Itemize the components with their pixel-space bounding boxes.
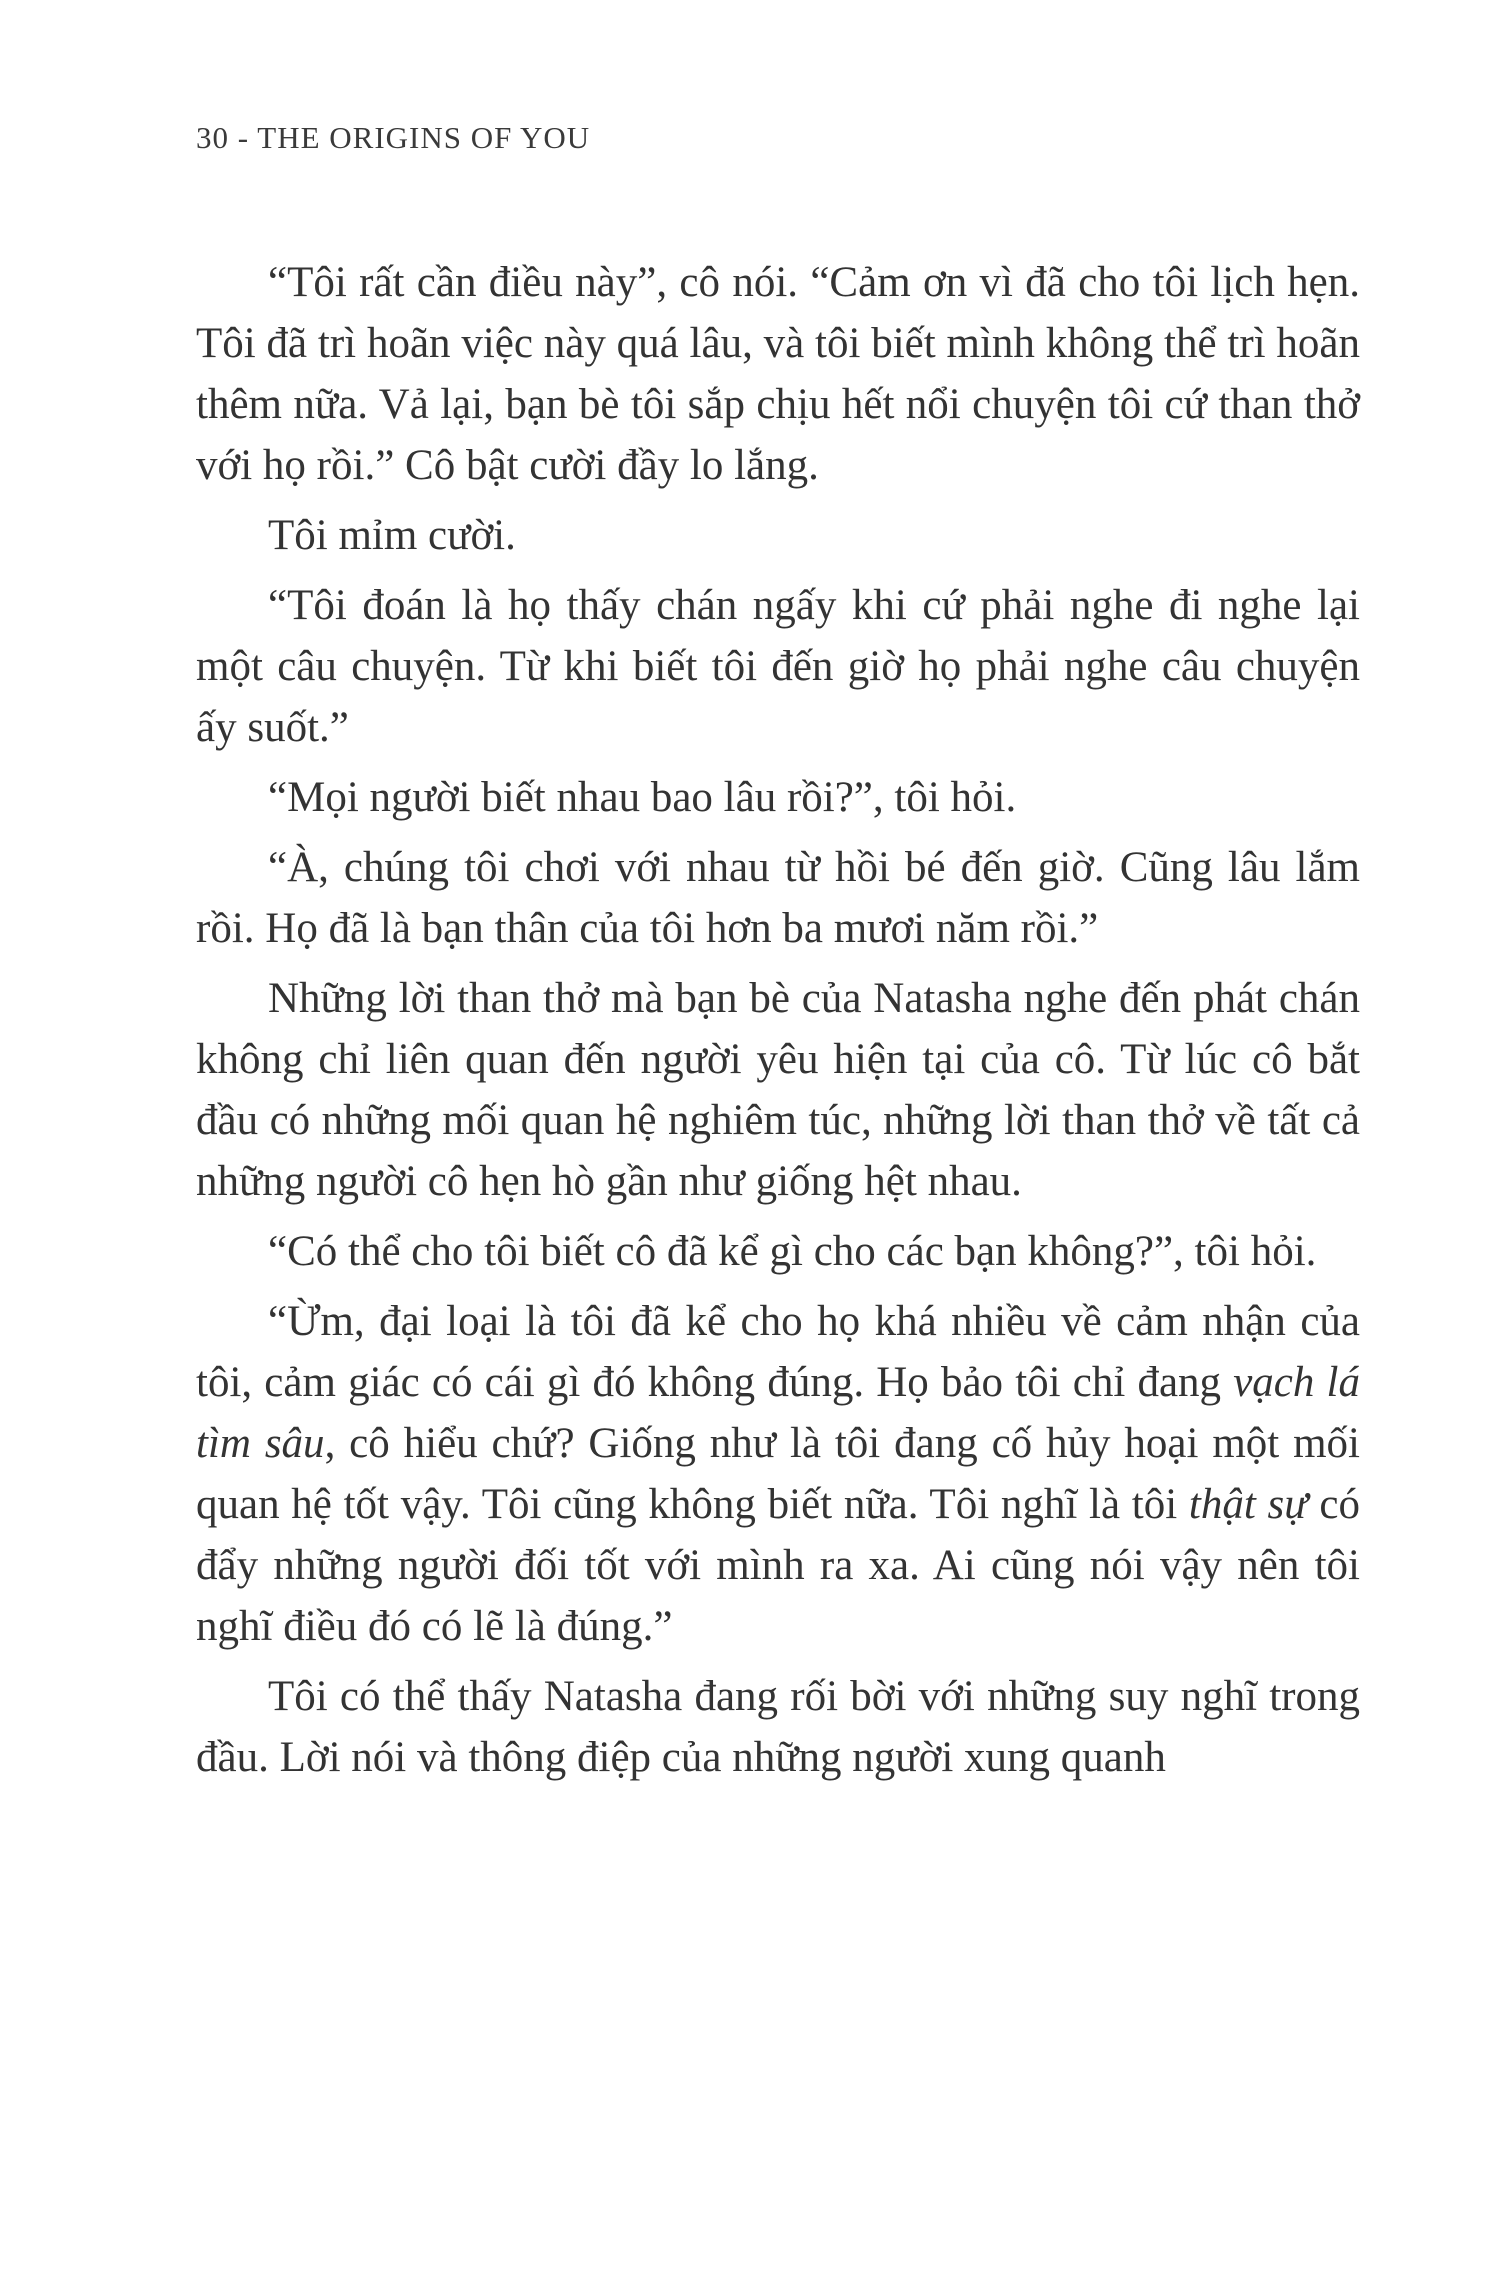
italic-text-run: thật sự — [1188, 1481, 1308, 1528]
text-run: “Ừm, đại loại là tôi đã kể cho họ khá nhiều về cảm nhận của tôi, cảm giác có cái gì đó không đúng. Họ bảo tôi chỉ đang — [196, 1298, 1360, 1406]
text-run: , cô hiểu chứ? Giống như là tôi đang cố hủy hoại một mối quan hệ tốt vậy. Tôi cũng không biết nữa. Tôi nghĩ là tôi — [196, 1420, 1360, 1528]
paragraph — [196, 1221, 1360, 1282]
paragraph — [196, 575, 1360, 758]
page-number-and-book-title: 30 - THE ORIGINS OF YOU — [196, 120, 591, 155]
text-run: Tôi mỉm cười. — [268, 512, 516, 559]
page-body — [196, 252, 1360, 1797]
text-run: có đẩy những người đối tốt với mình ra xa. Ai cũng nói vậy nên tôi nghĩ điều đó có lẽ là đúng.” — [196, 1481, 1360, 1650]
paragraph — [196, 1291, 1360, 1657]
paragraph — [196, 767, 1360, 828]
paragraph — [196, 1666, 1360, 1788]
text-run: “À, chúng tôi chơi với nhau từ hồi bé đến giờ. Cũng lâu lắm rồi. Họ đã là bạn thân của tôi hơn ba mươi năm rồi.” — [196, 844, 1360, 952]
text-run: “Tôi đoán là họ thấy chán ngấy khi cứ phải nghe đi nghe lại một câu chuyện. Từ khi biết tôi đến giờ họ phải nghe câu chuyện ấy suốt.” — [196, 582, 1360, 751]
paragraph — [196, 968, 1360, 1212]
text-run: “Tôi rất cần điều này”, cô nói. “Cảm ơn vì đã cho tôi lịch hẹn. Tôi đã trì hoãn việc này quá lâu, và tôi biết mình không thể trì hoãn thêm nữa. Vả lại, bạn bè tôi sắp chịu hết nổi chuyện tôi cứ than thở với họ rồi.” Cô bật cười đầy lo lắng. — [196, 259, 1360, 489]
text-run: Tôi có thể thấy Natasha đang rối bời với những suy nghĩ trong đầu. Lời nói và thông điệp của những người xung quanh — [196, 1673, 1360, 1781]
text-run: “Mọi người biết nhau bao lâu rồi?”, tôi hỏi. — [268, 774, 1017, 821]
paragraph — [196, 837, 1360, 959]
text-run: “Có thể cho tôi biết cô đã kể gì cho các bạn không?”, tôi hỏi. — [268, 1228, 1317, 1275]
paragraph — [196, 505, 1360, 566]
italic-text-run: vạch lá tìm sâu — [196, 1359, 1360, 1467]
paragraph — [196, 252, 1360, 496]
text-run: Những lời than thở mà bạn bè của Natasha nghe đến phát chán không chỉ liên quan đến người yêu hiện tại của cô. Từ lúc cô bắt đầu có những mối quan hệ nghiêm túc, những lời than thở về tất cả những người cô hẹn hò gần như giống hệt nhau. — [196, 975, 1360, 1205]
running-header — [196, 120, 590, 156]
